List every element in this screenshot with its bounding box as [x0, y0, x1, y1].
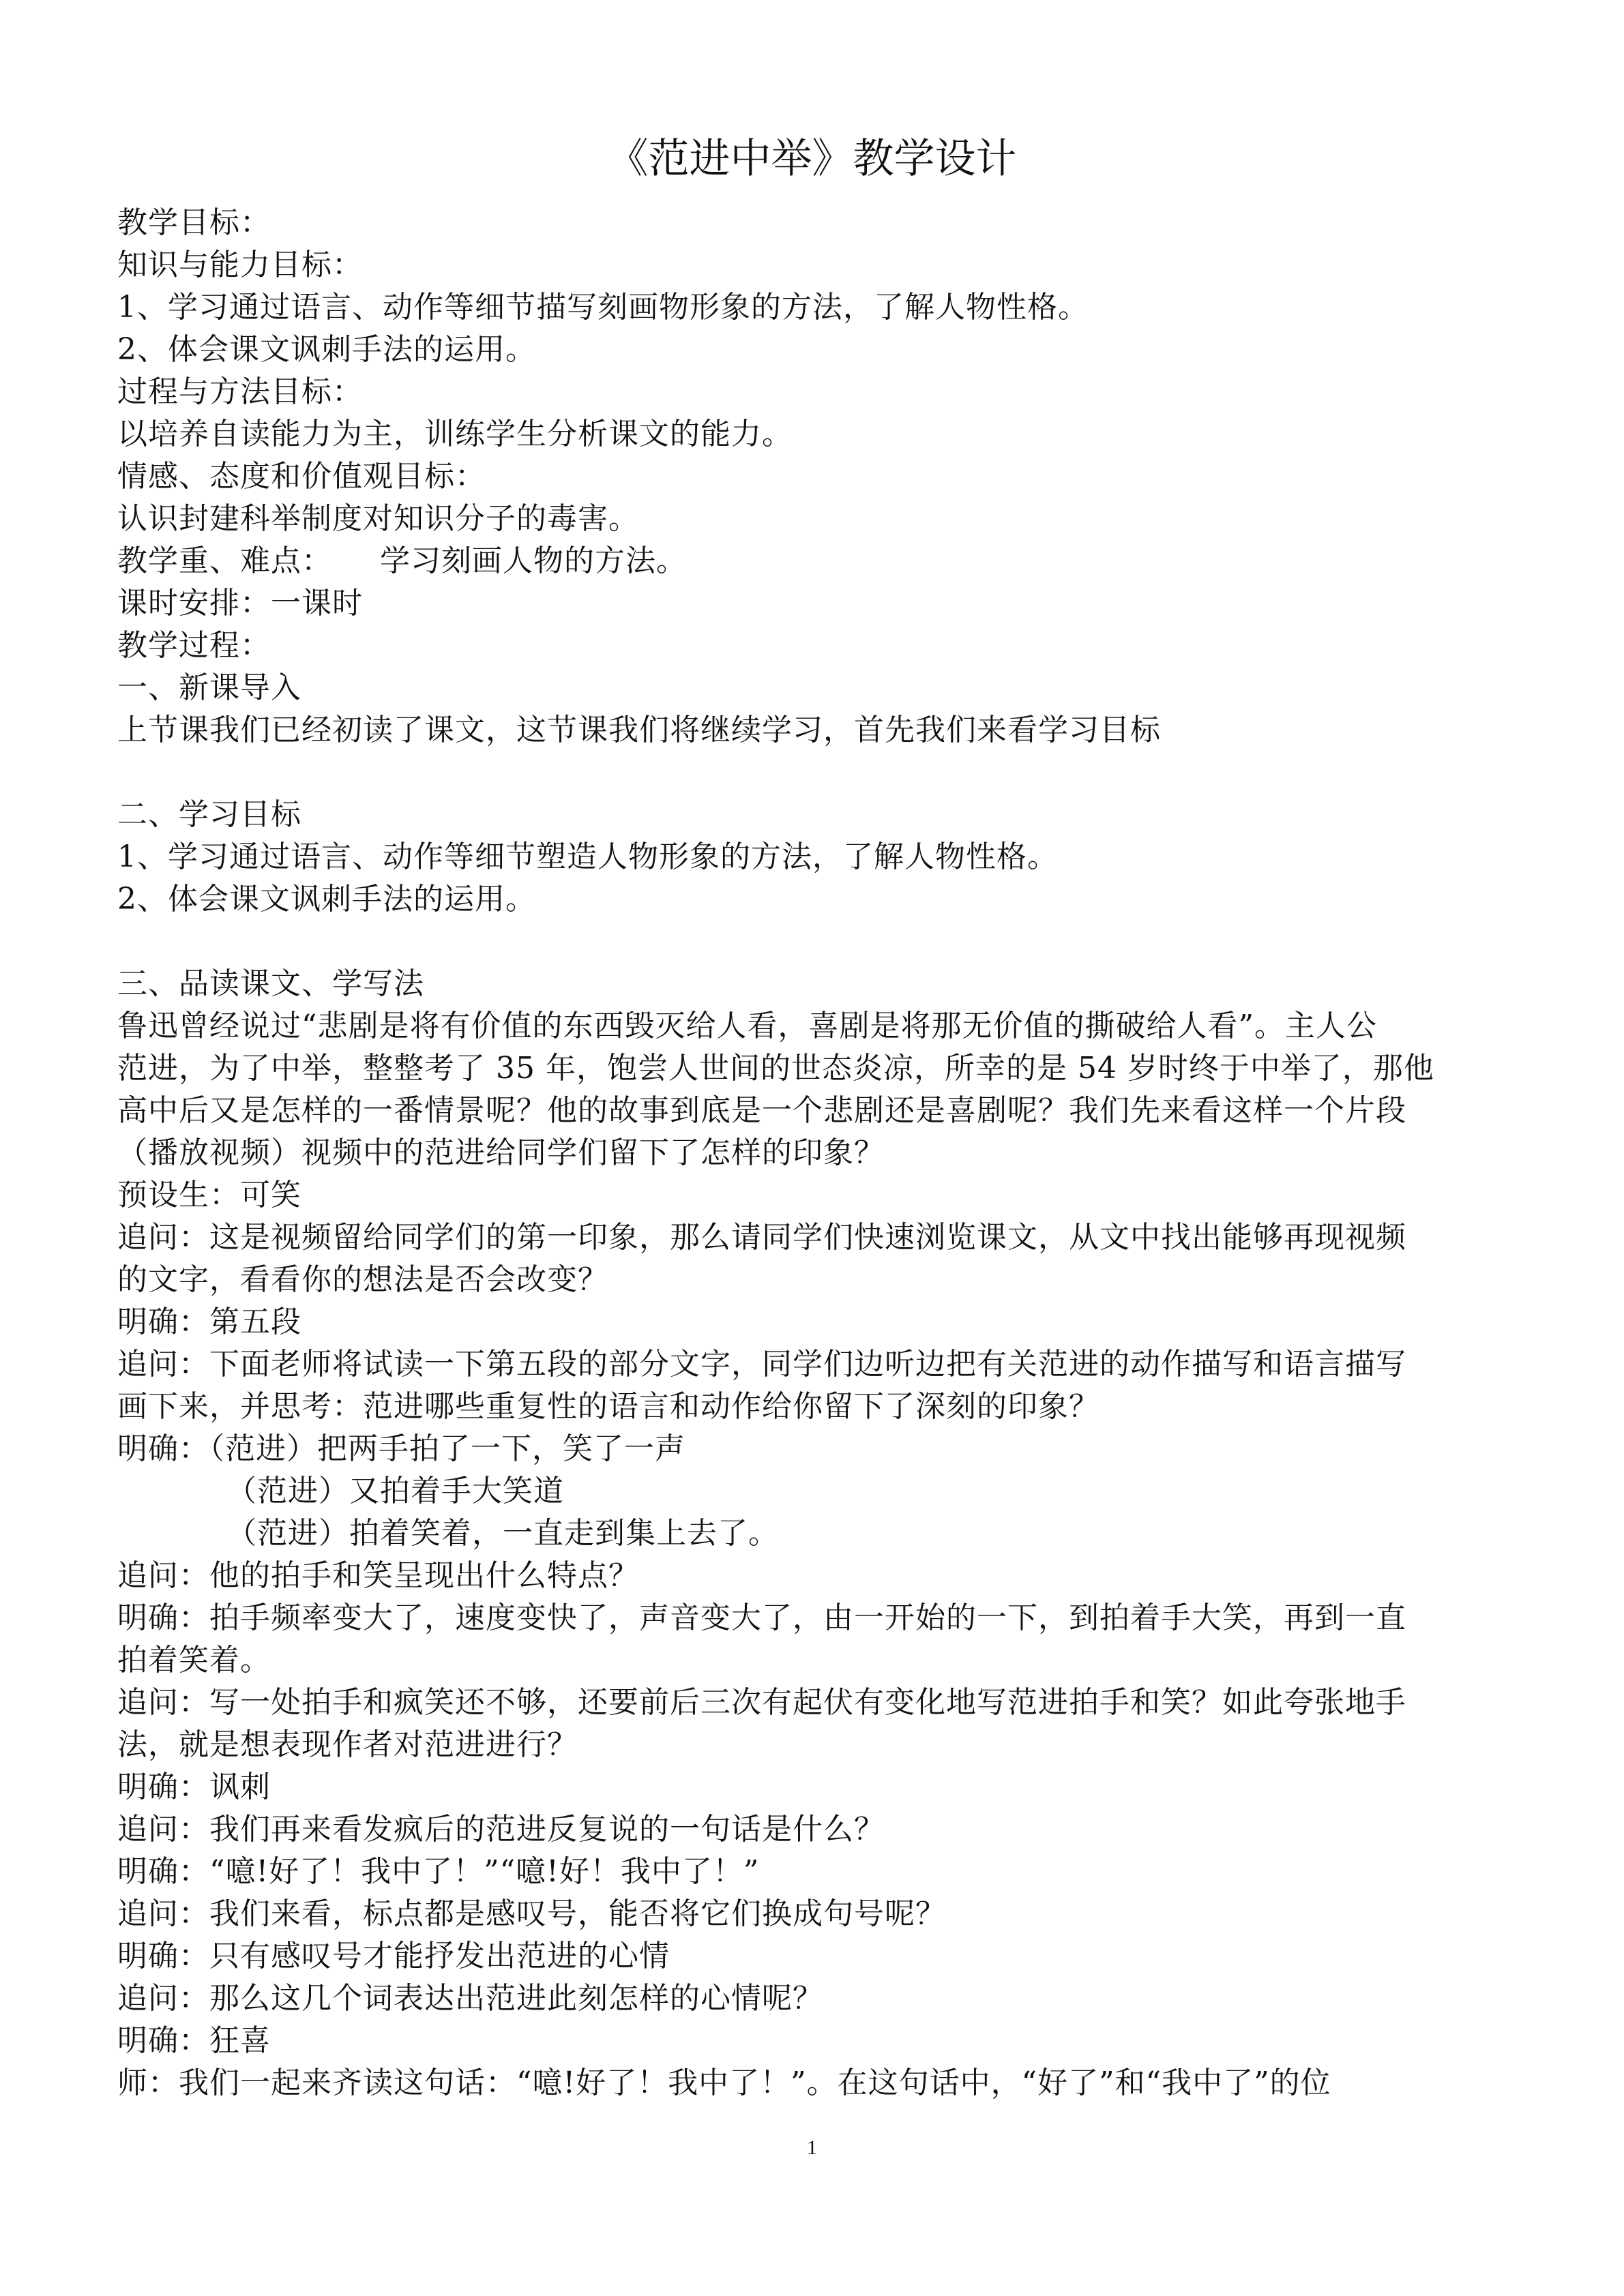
- text-line: 追问：这是视频留给同学们的第一印象，那么请同学们快速浏览课文，从文中找出能够再现视频: [117, 1220, 1406, 1255]
- section-heading: 三、品读课文、学写法: [117, 966, 424, 1001]
- text-line: 画下来，并思考：范进哪些重复性的语言和动作给你留下了深刻的印象？: [117, 1389, 1099, 1424]
- text-line: 师：我们一起来齐读这句话：“噫!好了！我中了！”。在这句话中，“好了”和“我中了”的位: [117, 2066, 1331, 2100]
- text-line: 明确：拍手频率变大了，速度变快了，声音变大了，由一开始的一下，到拍着手大笑，再到一直: [117, 1600, 1406, 1635]
- section-heading: 一、新课导入: [117, 670, 301, 705]
- text-line: 高中后又是怎样的一番情景呢？他的故事到底是一个悲剧还是喜剧呢？我们先来看这样一个片段: [117, 1093, 1406, 1128]
- text-line: 知识与能力目标：: [117, 248, 363, 282]
- text-line: 2、体会课文讽刺手法的运用。: [117, 882, 536, 916]
- blank-line: [117, 751, 1509, 794]
- text-line: 1、学习通过语言、动作等细节描写刻画物形象的方法，了解人物性格。: [117, 290, 1089, 325]
- text-line: 2、体会课文讽刺手法的运用。: [117, 332, 536, 367]
- key-points-text: 学习刻画人物的方法。: [380, 543, 687, 578]
- text-line: 明确：讽刺: [117, 1770, 271, 1804]
- text-line: 教学过程：: [117, 628, 271, 663]
- text-line: 明确：第五段: [117, 1304, 301, 1339]
- text-line: 上节课我们已经初读了课文，这节课我们将继续学习，首先我们来看学习目标: [117, 713, 1161, 747]
- text-line: 以培养自读能力为主，训练学生分析课文的能力。: [117, 417, 793, 451]
- text-line: 鲁迅曾经说过“悲剧是将有价值的东西毁灭给人看，喜剧是将那无价值的撕破给人看”。主人公: [117, 1009, 1377, 1043]
- section-heading: 二、学习目标: [117, 797, 301, 832]
- key-points-label: 教学重、难点：: [117, 543, 332, 578]
- text-line: 追问：那么这几个词表达出范进此刻怎样的心情呢？: [117, 1981, 823, 2016]
- text-line: 情感、态度和价值观目标：: [117, 459, 486, 494]
- text-line: 明确：（范进）把两手拍了一下，笑了一声: [117, 1431, 685, 1466]
- text-line: （范进）又拍着手大笑道: [226, 1474, 564, 1508]
- text-line: 明确：狂喜: [117, 2023, 271, 2058]
- text-line: 1、学习通过语言、动作等细节塑造人物形象的方法，了解人物性格。: [117, 839, 1058, 874]
- text-line: 的文字，看看你的想法是否会改变？: [117, 1262, 608, 1297]
- text-line: 课时安排：一课时: [117, 586, 363, 621]
- text-line: [117, 540, 1509, 582]
- text-line: 预设生：可笑: [117, 1178, 301, 1212]
- blank-line: [117, 921, 1509, 963]
- text-line: 明确：“噫!好了！我中了！”“噫!好！我中了！”: [117, 1854, 760, 1889]
- text-line: 范进，为了中举，整整考了 35 年，饱尝人世间的世态炎凉，所幸的是 54 岁时终于中举了，那他: [117, 1051, 1434, 1086]
- text-line: 明确：只有感叹号才能抒发出范进的心情: [117, 1939, 670, 1973]
- document-body: [117, 202, 1509, 2104]
- text-line: 追问：下面老师将试读一下第五段的部分文字，同学们边听边把有关范进的动作描写和语言描写: [117, 1347, 1406, 1382]
- text-line: 认识封建科举制度对知识分子的毒害。: [117, 501, 639, 536]
- text-line: 过程与方法目标：: [117, 374, 363, 409]
- text-line: 追问：我们再来看发疯后的范进反复说的一句话是什么？: [117, 1812, 885, 1847]
- text-line: 拍着笑着。: [117, 1643, 271, 1678]
- document-title: 《范进中举》教学设计: [607, 135, 1017, 183]
- text-line: 追问：写一处拍手和疯笑还不够，还要前后三次有起伏有变化地写范进拍手和笑？如此夸张地手: [117, 1685, 1406, 1720]
- text-line: 追问：他的拍手和笑呈现出什么特点？: [117, 1558, 639, 1593]
- text-line: 法，就是想表现作者对范进进行？: [117, 1727, 578, 1762]
- text-line: 教学目标：: [117, 205, 271, 240]
- page-number: 1: [807, 2136, 817, 2159]
- text-line: （范进）拍着笑着，一直走到集上去了。: [226, 1516, 779, 1551]
- text-line: 追问：我们来看，标点都是感叹号，能否将它们换成句号呢？: [117, 1896, 946, 1931]
- text-line: （播放视频）视频中的范进给同学们留下了怎样的印象？: [117, 1135, 885, 1170]
